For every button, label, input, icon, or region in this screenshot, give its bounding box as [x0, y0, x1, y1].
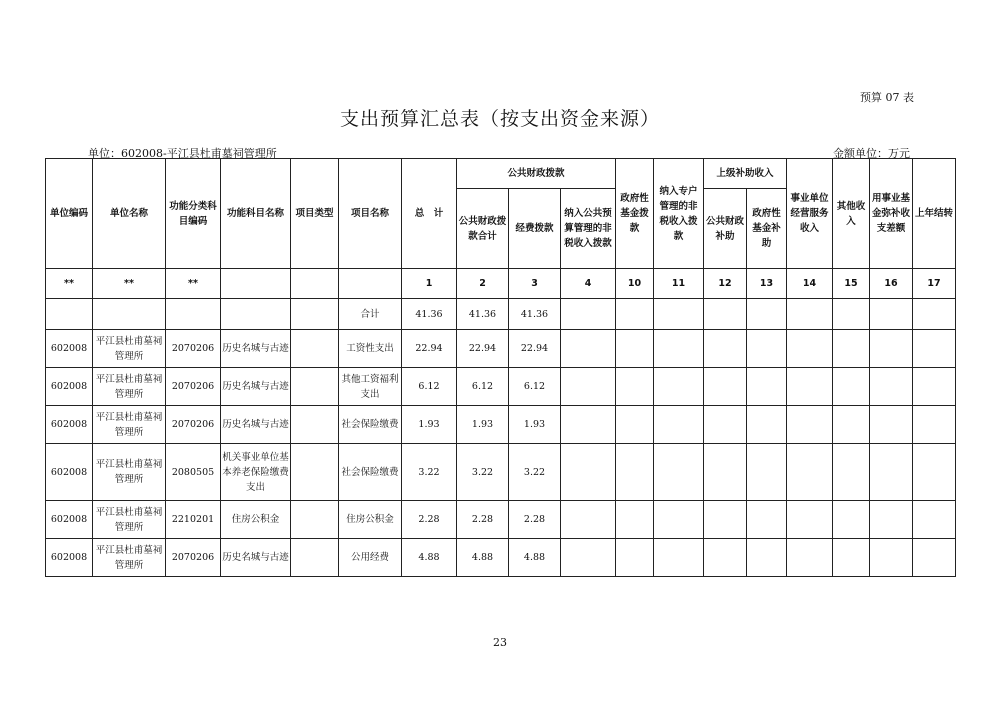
empty-cell: [870, 406, 913, 444]
header-project-name: 项目名称: [339, 159, 402, 269]
empty-cell: [704, 330, 747, 368]
total-label: 合计: [339, 299, 402, 330]
empty-cell: [704, 406, 747, 444]
index-cell: 15: [833, 269, 870, 299]
cell-name: 平江县杜甫墓祠管理所: [93, 501, 166, 539]
empty-cell: [913, 330, 956, 368]
header-other: 其他收入: [833, 159, 870, 269]
header-carryover: 上年结转: [913, 159, 956, 269]
cell-pf-total: 1.93: [457, 406, 509, 444]
cell-pf-fee: 2.28: [509, 501, 561, 539]
table-row: [46, 501, 956, 539]
cell-code: 602008: [46, 539, 93, 577]
index-cell: [339, 269, 402, 299]
table-row: [46, 368, 956, 406]
page-title: 支出预算汇总表（按支出资金来源）: [339, 108, 660, 130]
empty-cell: [787, 444, 833, 501]
cell-func-code: 2070206: [166, 539, 221, 577]
header-row-1: [46, 159, 956, 189]
cell-pname: 其他工资福利支出: [339, 368, 402, 406]
cell-total: 6.12: [402, 368, 457, 406]
cell-ptype: [291, 368, 339, 406]
cell-ptype: [291, 501, 339, 539]
cell-pf-total: 3.22: [457, 444, 509, 501]
cell-pf-total: 6.12: [457, 368, 509, 406]
index-cell: [221, 269, 291, 299]
index-cell: 10: [616, 269, 654, 299]
empty-cell: [787, 501, 833, 539]
empty-cell: [561, 539, 616, 577]
cell-ptype: [291, 539, 339, 577]
index-cell: 1: [402, 269, 457, 299]
cell-pf-fee: 3.22: [509, 444, 561, 501]
header-pf-total: 公共财政拨款合计: [457, 189, 509, 269]
table-row: [46, 406, 956, 444]
header-pf-fee: 经费拨款: [509, 189, 561, 269]
index-cell: 11: [654, 269, 704, 299]
empty-cell: [561, 501, 616, 539]
empty-cell: [561, 444, 616, 501]
cell-total: 1.93: [402, 406, 457, 444]
cell-func-name: 住房公积金: [221, 501, 291, 539]
header-func-name: 功能科目名称: [221, 159, 291, 269]
total-row: [46, 299, 956, 330]
header-pf-nontax: 纳入公共预算管理的非税收入拨款: [561, 189, 616, 269]
cell-name: 平江县杜甫墓祠管理所: [93, 406, 166, 444]
empty-cell: [704, 501, 747, 539]
empty-cell: [747, 406, 787, 444]
index-cell: 4: [561, 269, 616, 299]
cell-name: 平江县杜甫墓祠管理所: [93, 539, 166, 577]
cell-func-code: 2210201: [166, 501, 221, 539]
empty-cell: [787, 368, 833, 406]
header-fund-balance: 用事业基金弥补收支差额: [870, 159, 913, 269]
index-cell: 17: [913, 269, 956, 299]
cell-pname: 工资性支出: [339, 330, 402, 368]
cell-func-code: 2070206: [166, 330, 221, 368]
empty-cell: [747, 539, 787, 577]
empty-cell: [616, 444, 654, 501]
cell-name: 平江县杜甫墓祠管理所: [93, 368, 166, 406]
total-pf-total: 41.36: [457, 299, 509, 330]
cell-pname: 住房公积金: [339, 501, 402, 539]
empty-cell: [913, 539, 956, 577]
index-row: [46, 269, 956, 299]
cell-total: 4.88: [402, 539, 457, 577]
index-cell: 16: [870, 269, 913, 299]
budget-table: [45, 158, 956, 577]
cell-func-code: 2070206: [166, 406, 221, 444]
empty-cell: [561, 368, 616, 406]
cell-code: 602008: [46, 368, 93, 406]
empty-cell: [654, 539, 704, 577]
cell-func-name: 历史名城与古迹: [221, 368, 291, 406]
empty-cell: [833, 330, 870, 368]
empty-cell: [913, 406, 956, 444]
amount-unit-label: 金额单位：万元: [833, 147, 910, 160]
empty-cell: [870, 368, 913, 406]
header-business: 事业单位经营服务收入: [787, 159, 833, 269]
empty-cell: [870, 539, 913, 577]
header-sup-gov-fund: 政府性基金补助: [747, 189, 787, 269]
index-cell: 2: [457, 269, 509, 299]
header-unit-name: 单位名称: [93, 159, 166, 269]
empty-cell: [833, 406, 870, 444]
empty-cell: [654, 501, 704, 539]
cell-name: 平江县杜甫墓祠管理所: [93, 444, 166, 501]
cell-func-name: 历史名城与古迹: [221, 330, 291, 368]
empty-cell: [616, 330, 654, 368]
cell-pf-total: 22.94: [457, 330, 509, 368]
empty-cell: [704, 444, 747, 501]
empty-cell: [654, 444, 704, 501]
empty-cell: [747, 444, 787, 501]
header-special-nontax: 纳入专户管理的非税收入拨款: [654, 159, 704, 269]
index-cell: 14: [787, 269, 833, 299]
empty-cell: [747, 330, 787, 368]
page-number: 23: [493, 636, 507, 649]
empty-cell: [787, 406, 833, 444]
cell-total: 22.94: [402, 330, 457, 368]
cell-pf-fee: 22.94: [509, 330, 561, 368]
cell-pname: 社会保险缴费: [339, 444, 402, 501]
index-cell: **: [166, 269, 221, 299]
cell-func-name: 机关事业单位基本养老保险缴费支出: [221, 444, 291, 501]
empty-cell: [787, 330, 833, 368]
form-number: 预算 07 表: [860, 91, 914, 104]
cell-ptype: [291, 330, 339, 368]
empty-cell: [870, 444, 913, 501]
cell-code: 602008: [46, 444, 93, 501]
empty-cell: [747, 501, 787, 539]
empty-cell: [704, 539, 747, 577]
empty-cell: [654, 368, 704, 406]
empty-cell: [833, 444, 870, 501]
index-cell: **: [93, 269, 166, 299]
cell-pname: 公用经费: [339, 539, 402, 577]
header-sup-public: 公共财政补助: [704, 189, 747, 269]
index-cell: 3: [509, 269, 561, 299]
cell-total: 2.28: [402, 501, 457, 539]
cell-ptype: [291, 444, 339, 501]
empty-cell: [654, 406, 704, 444]
empty-cell: [913, 501, 956, 539]
empty-cell: [833, 501, 870, 539]
cell-pname: 社会保险缴费: [339, 406, 402, 444]
index-cell: 13: [747, 269, 787, 299]
empty-cell: [913, 444, 956, 501]
empty-cell: [787, 539, 833, 577]
cell-pf-total: 4.88: [457, 539, 509, 577]
cell-pf-total: 2.28: [457, 501, 509, 539]
unit-label: 单位：602008-平江县杜甫墓祠管理所: [88, 147, 277, 160]
empty-cell: [747, 368, 787, 406]
header-project-type: 项目类型: [291, 159, 339, 269]
header-superior: 上级补助收入: [704, 159, 787, 189]
empty-cell: [616, 406, 654, 444]
header-total: 总 计: [402, 159, 457, 269]
index-cell: 12: [704, 269, 747, 299]
index-cell: **: [46, 269, 93, 299]
empty-cell: [833, 368, 870, 406]
index-cell: [291, 269, 339, 299]
table-row: [46, 539, 956, 577]
cell-pf-fee: 4.88: [509, 539, 561, 577]
empty-cell: [561, 330, 616, 368]
cell-pf-fee: 6.12: [509, 368, 561, 406]
cell-total: 3.22: [402, 444, 457, 501]
empty-cell: [870, 330, 913, 368]
empty-cell: [616, 368, 654, 406]
cell-func-name: 历史名城与古迹: [221, 406, 291, 444]
header-unit-code: 单位编码: [46, 159, 93, 269]
cell-func-code: 2080505: [166, 444, 221, 501]
total-amount: 41.36: [402, 299, 457, 330]
header-gov-fund: 政府性基金拨款: [616, 159, 654, 269]
cell-code: 602008: [46, 330, 93, 368]
empty-cell: [561, 406, 616, 444]
empty-cell: [616, 501, 654, 539]
cell-ptype: [291, 406, 339, 444]
cell-func-code: 2070206: [166, 368, 221, 406]
total-pf-fee: 41.36: [509, 299, 561, 330]
table-row: [46, 330, 956, 368]
header-public-finance: 公共财政拨款: [457, 159, 616, 189]
empty-cell: [833, 539, 870, 577]
empty-cell: [616, 539, 654, 577]
table-row: [46, 444, 956, 501]
empty-cell: [704, 368, 747, 406]
cell-code: 602008: [46, 501, 93, 539]
empty-cell: [870, 501, 913, 539]
header-func-code: 功能分类科目编码: [166, 159, 221, 269]
cell-func-name: 历史名城与古迹: [221, 539, 291, 577]
cell-code: 602008: [46, 406, 93, 444]
empty-cell: [654, 330, 704, 368]
empty-cell: [913, 368, 956, 406]
cell-name: 平江县杜甫墓祠管理所: [93, 330, 166, 368]
cell-pf-fee: 1.93: [509, 406, 561, 444]
